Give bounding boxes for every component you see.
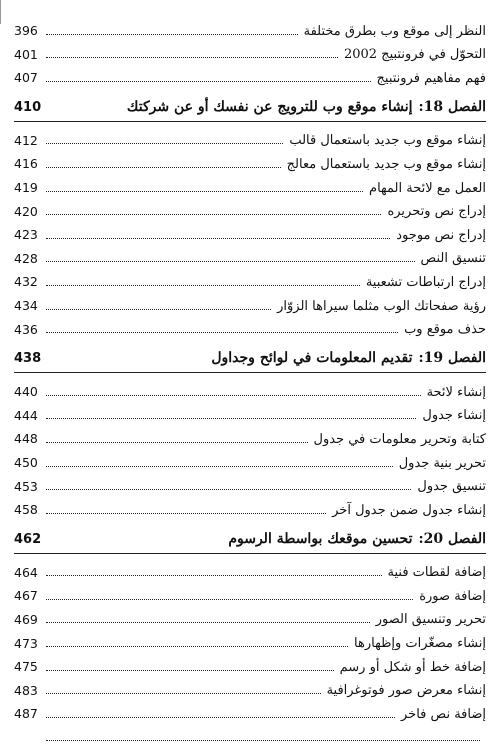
entry-title: فهم مفاهيم فرونتبيج [376, 70, 486, 86]
entry-title: تحرير وتنسيق الصور [375, 612, 486, 628]
page-number: 475 [14, 659, 38, 675]
chapter-19 [14, 342, 486, 517]
toc-entry [14, 375, 486, 399]
toc-entry [14, 556, 486, 580]
entry-title: إنشاء موقع وب جديد باستعمال معالج [286, 156, 486, 172]
page-number: 473 [14, 635, 38, 651]
chapter-rule [14, 372, 486, 373]
chapter-title: إنشاء موقع وب للترويج عن نفسك أو عن شركتك [126, 98, 413, 115]
leader-dots [46, 191, 363, 192]
page-number: 423 [14, 227, 38, 243]
chapter-heading [14, 91, 486, 115]
toc-entry [14, 697, 486, 721]
chapter-label: الفصل 19: [418, 350, 486, 367]
leader-dots [46, 466, 393, 467]
entry-title: النظر إلى موقع وب بطرق مختلفة [303, 23, 486, 39]
leader-dots [46, 599, 413, 600]
chapter-rule [14, 121, 486, 122]
page-number: 467 [14, 588, 38, 604]
chapter-heading [14, 523, 486, 547]
leader-dots [46, 670, 334, 671]
page-number: 436 [14, 321, 38, 337]
page-number: 448 [14, 431, 38, 447]
chapter-label: الفصل 20: [418, 530, 486, 547]
chapter-title: تقديم المعلومات في لوائح وجداول [211, 350, 413, 367]
toc-entry [14, 721, 486, 744]
page-number: 458 [14, 502, 38, 518]
entry-title: التحوّل في فرونتبيج 2002 [343, 47, 486, 63]
leader-dots [46, 309, 271, 310]
toc-entry [14, 399, 486, 423]
page-number: 432 [14, 274, 38, 290]
entry-title: إضافة خط أو شكل أو رسم [339, 659, 486, 675]
toc-entry [14, 38, 486, 62]
page-number: 407 [14, 70, 38, 86]
chapter-page: 462 [14, 531, 42, 547]
chapter-18 [14, 91, 486, 336]
toc-entry [14, 14, 486, 38]
margin-mark [0, 0, 1, 24]
page-number: 464 [14, 564, 38, 580]
leader-dots [46, 214, 381, 215]
toc-entry [14, 147, 486, 171]
leader-dots [46, 513, 326, 514]
toc-entry [14, 674, 486, 698]
entry-title: إنشاء جدول [422, 408, 486, 424]
toc-entry [14, 626, 486, 650]
toc-entry [14, 470, 486, 494]
toc-entry [14, 650, 486, 674]
chapter-rule [14, 553, 486, 554]
entry-title: إضافة نص فاخر [401, 706, 486, 722]
page-number: 450 [14, 455, 38, 470]
entry-title: إدراج ارتباطات تشعبية [365, 274, 486, 290]
page-number: 483 [14, 682, 38, 698]
leader-dots [46, 285, 360, 286]
toc-entry [14, 218, 486, 242]
leader-dots [46, 167, 281, 168]
page-number: 428 [14, 250, 38, 266]
chapter-page: 410 [14, 99, 42, 115]
page-number: 412 [14, 132, 38, 148]
entry-title: إنشاء مصغّرات وإظهارها [354, 636, 486, 652]
chapter-heading [14, 342, 486, 366]
leader-dots [46, 693, 321, 694]
toc-entry [14, 446, 486, 470]
toc-entry [14, 242, 486, 266]
leader-dots [46, 418, 416, 419]
entry-title: إنشاء جدول ضمن جدول آخر [332, 502, 486, 518]
entry-title: إنشاء موقع وب جديد باستعمال قالب [289, 133, 486, 149]
toc-entry [14, 313, 486, 337]
entry-title: إنشاء لائحة [426, 384, 486, 400]
toc-entry [14, 124, 486, 148]
leader-dots [46, 238, 390, 239]
leader-dots [46, 489, 411, 490]
toc-entry [14, 603, 486, 627]
toc-entry [14, 265, 486, 289]
toc-continued-entries [14, 14, 486, 85]
leader-dots [46, 261, 415, 262]
page-number: 416 [14, 156, 38, 172]
entry-title: العمل مع لائحة المهام [369, 180, 486, 196]
leader-dots [46, 717, 395, 718]
leader-dots [46, 740, 480, 741]
page-number: 440 [14, 384, 38, 400]
toc-entry [14, 61, 486, 85]
chapter-page: 438 [14, 351, 42, 367]
leader-dots [46, 81, 371, 82]
leader-dots [46, 332, 398, 333]
toc-entry [14, 289, 486, 313]
page-number: 420 [14, 203, 38, 219]
toc-entry [14, 195, 486, 219]
entry-title: إنشاء معرض صور فوتوغرافية [326, 683, 486, 699]
page-number: 434 [14, 298, 38, 314]
entry-title: إضافة صورة [419, 588, 486, 604]
entry-title: رؤية صفحاتك الوب مثلما سيراها الزوّار [277, 298, 486, 314]
page-number: 444 [14, 407, 38, 423]
toc-entry [14, 422, 486, 446]
entry-title: تنسيق جدول [417, 479, 486, 495]
entry-title: إدراج نص موجود [396, 227, 486, 243]
leader-dots [46, 34, 298, 35]
page-number: 401 [14, 46, 38, 62]
chapter-20 [14, 523, 486, 744]
leader-dots [46, 143, 283, 144]
leader-dots [46, 646, 348, 647]
toc-entry [14, 493, 486, 517]
leader-dots [46, 442, 308, 443]
entry-title: كتابة وتحرير معلومات في جدول [313, 431, 486, 447]
page-number: 487 [14, 706, 38, 722]
toc-entry [14, 171, 486, 195]
leader-dots [46, 575, 382, 576]
entry-title: حذف موقع وب [404, 322, 486, 338]
entry-title: إدراج نص وتحريره [387, 204, 486, 220]
leader-dots [46, 622, 370, 623]
page-number: 453 [14, 478, 38, 494]
entry-title: تحرير بنية جدول [398, 455, 486, 471]
chapter-title: تحسين موقعك بواسطة الرسوم [228, 530, 413, 547]
leader-dots [46, 57, 338, 58]
entry-title: تنسيق النص [420, 251, 486, 267]
chapter-label: الفصل 18: [418, 98, 486, 115]
leader-dots [46, 395, 421, 396]
page-number: 396 [14, 23, 38, 39]
page-number: 469 [14, 611, 38, 627]
page-number: 419 [14, 180, 38, 196]
toc-entry [14, 579, 486, 603]
entry-title: إضافة لقطات فنية [387, 565, 486, 581]
